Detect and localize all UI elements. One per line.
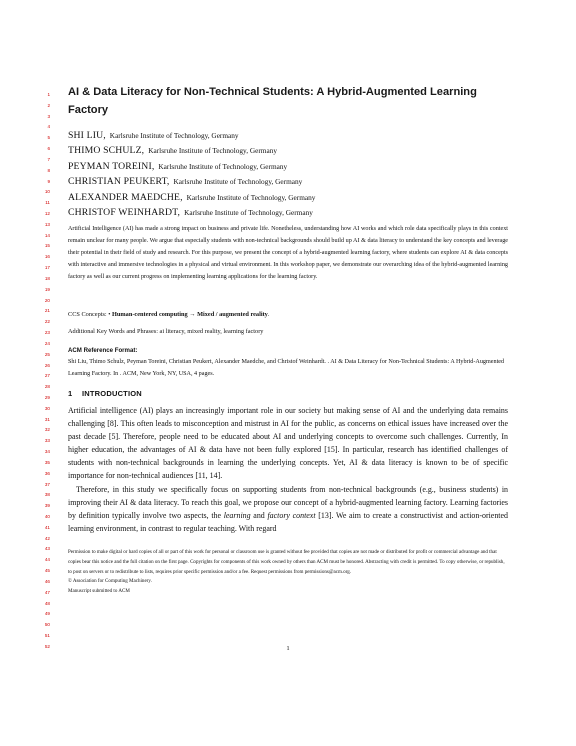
- line-number: 4: [47, 124, 50, 130]
- line-number: 42: [44, 535, 50, 541]
- author-entry: [68, 188, 508, 203]
- line-number: 32: [44, 427, 50, 433]
- line-number: 33: [44, 438, 50, 444]
- line-number: 45: [44, 568, 50, 574]
- abstract: Artificial Intelligence (AI) has made a strong impact on business and private life. Nonetheless, understanding how AI works and which role data specifically plays in this context remain unclear for many people. We argue that especially students with non-technical backgrounds should build up AI & data literacy to understand the key concepts and leverage their potential in their field of study and research. For this purpose, we present the concept of a hybrid-augmented learning factory, where students can explore AI & data concepts with interactive and immersive technologies in a physical and virtual environment. In this workshop paper, we demonstrate our overarching idea of the hybrid-augmented learning factory as well as our current progress on implementing learning applications for the learning factory.: [68, 226, 508, 280]
- line-number: 21: [44, 308, 50, 314]
- line-number: 3: [47, 113, 50, 119]
- line-number: 46: [44, 578, 50, 584]
- intro-text: [13]. We aim to create a constructivist and action-oriented learning environment, in contrast to regular teaching. With regard: [68, 510, 508, 533]
- manuscript-line: Manuscript submitted to ACM: [68, 588, 130, 595]
- line-number: 24: [44, 340, 50, 346]
- line-number: 34: [44, 449, 50, 455]
- line-number: 5: [47, 135, 50, 141]
- author-affiliation: Karlsruhe Institute of Technology, Germany: [186, 192, 316, 202]
- line-number: 47: [44, 589, 50, 595]
- line-number: 15: [44, 243, 50, 249]
- line-number: 23: [44, 330, 50, 336]
- line-number: 43: [44, 546, 50, 552]
- author-affiliation: Karlsruhe Institute of Technology, Germany: [158, 161, 288, 171]
- line-number: 27: [44, 373, 50, 379]
- line-number: 25: [44, 351, 50, 357]
- permission-notice: Permission to make digital or hard copies of all or part of this work for personal or classroom use is granted without fee provided that copies are not made or distributed for profit or commercial advantage and that copies bear this notice and the full citation on the first page. Copyrights for components of this work owned by others than ACM must be honored. Abstracting with credit is permitted. To copy otherwise, or republish, to post on servers or to redistribute to lists, requires prior specific permission and/or a fee. Request permissions from permissions@acm.org.: [68, 549, 505, 575]
- line-number: 51: [44, 633, 50, 638]
- acm-reference-text: Shi Liu, Thimo Schulz, Peyman Toreini, Christian Peukert, Alexander Maedche, and Christof Weinhardt. . AI & Data Literacy for Non-Technical Students: A Hybrid-Augmented Learning Factory. In . ACM, New York, NY, USA, 4 pages.: [68, 359, 505, 377]
- line-number: 11: [45, 200, 50, 206]
- line-number: 18: [44, 275, 50, 281]
- line-number: 41: [44, 524, 50, 530]
- line-number: 19: [44, 286, 50, 292]
- line-number: 7: [47, 156, 50, 162]
- line-number: 14: [44, 232, 50, 238]
- line-number: 39: [44, 503, 50, 509]
- line-number: 31: [44, 416, 50, 422]
- author-list: [68, 126, 508, 218]
- line-number: 10: [44, 189, 50, 195]
- section-title: INTRODUCTION: [82, 389, 142, 398]
- author-name: SHI LIU,: [68, 130, 106, 141]
- section-number: 1: [68, 389, 73, 398]
- author-affiliation: Karlsruhe Institute of Technology, Germany: [148, 146, 278, 156]
- author-entry: [68, 203, 508, 218]
- author-name: THIMO SCHULZ,: [68, 145, 145, 157]
- author-affiliation: Karlsruhe Institute of Technology, Germany: [184, 207, 313, 217]
- line-number: 36: [44, 470, 50, 476]
- author-entry: [68, 172, 508, 187]
- author-entry: [68, 157, 508, 172]
- line-number: 35: [44, 459, 50, 465]
- line-number: 28: [44, 384, 50, 390]
- line-number: 12: [44, 211, 50, 217]
- paper-title: AI & Data Literacy for Non-Technical Students: A Hybrid-Augmented Learning Factory: [68, 86, 477, 116]
- author-entry: [68, 126, 508, 141]
- acm-reference-heading: ACM Reference Format:: [68, 347, 138, 354]
- intro-text: and: [250, 510, 268, 520]
- line-number: 13: [44, 221, 50, 227]
- author-name: CHRISTIAN PEUKERT,: [68, 176, 170, 188]
- line-number: 38: [44, 492, 50, 498]
- line-number: 17: [44, 265, 50, 271]
- author-name: PEYMAN TOREINI,: [68, 160, 155, 172]
- intro-paragraph: [68, 483, 508, 535]
- ccs-end: .: [267, 311, 270, 318]
- line-number: 9: [47, 178, 50, 184]
- line-number: 40: [44, 513, 50, 519]
- intro-text: Therefore, in this study we specifically focus on supporting students from non-technical backgrounds (e.g., business students) in improving their AI & data literacy. To reach this goal, we propose our concept of a hybrid-augmented learning factory. Learning factories by definition typically involve two aspects, the: [68, 484, 508, 520]
- line-number: 44: [44, 557, 50, 563]
- line-number: 22: [44, 319, 50, 325]
- line-number: 50: [44, 622, 50, 628]
- ccs-concept: Human-centered computing → Mixed / augmented reality: [112, 311, 268, 318]
- copyright-footnote: [68, 548, 508, 597]
- author-name: ALEXANDER MAEDCHE,: [68, 191, 183, 203]
- author-affiliation: Karlsruhe Institute of Technology, Germany: [173, 177, 303, 187]
- line-number: 20: [44, 297, 50, 303]
- section-heading: [68, 389, 142, 398]
- line-numbers: [0, 0, 60, 746]
- line-number: 8: [47, 167, 50, 173]
- line-number: 49: [44, 611, 50, 617]
- line-number: 29: [44, 394, 50, 400]
- line-number: 6: [47, 146, 50, 152]
- author-affiliation: Karlsruhe Institute of Technology, Germany: [109, 131, 239, 140]
- line-number: 52: [44, 643, 50, 649]
- line-number: 30: [44, 405, 50, 411]
- line-number: 2: [47, 102, 50, 108]
- copyright-line: © Association for Computing Machinery.: [68, 578, 152, 585]
- ccs-label: CCS Concepts: •: [68, 311, 111, 318]
- line-number: 16: [44, 254, 50, 260]
- introduction-body: [68, 404, 508, 535]
- ccs-concepts: [68, 310, 269, 320]
- line-number: 1: [47, 92, 50, 97]
- intro-emphasis: learning: [223, 510, 251, 520]
- intro-emphasis: factory context: [267, 510, 316, 520]
- line-number: 26: [44, 362, 50, 368]
- keywords: Additional Key Words and Phrases: ai literacy, mixed reality, learning factory: [68, 328, 264, 335]
- author-entry: [68, 141, 508, 156]
- line-number: 48: [44, 600, 50, 606]
- intro-paragraph: Artificial intelligence (AI) plays an increasingly important role in our society but making sense of AI and the underlying data remains challenging [8]. This often leads to misconception and mistrust in AI for the public, as concerns on ethical issues have increased over the past decade [5]. Therefore, people need to be educated about AI and underlying concepts to overcome such challenges. Currently, In higher education, the advantages of AI & data have not been fully explored [15]. In particular, research has identified challenges of students with non-technical backgrounds in learning the underlying concepts. Yet, AI & data literacy is known to be of specific importance for non-technical audiences [11, 14].: [68, 406, 508, 481]
- author-name: CHRISTOF WEINHARDT,: [68, 206, 181, 218]
- page-number: 1: [286, 645, 290, 652]
- line-number: 37: [44, 481, 50, 487]
